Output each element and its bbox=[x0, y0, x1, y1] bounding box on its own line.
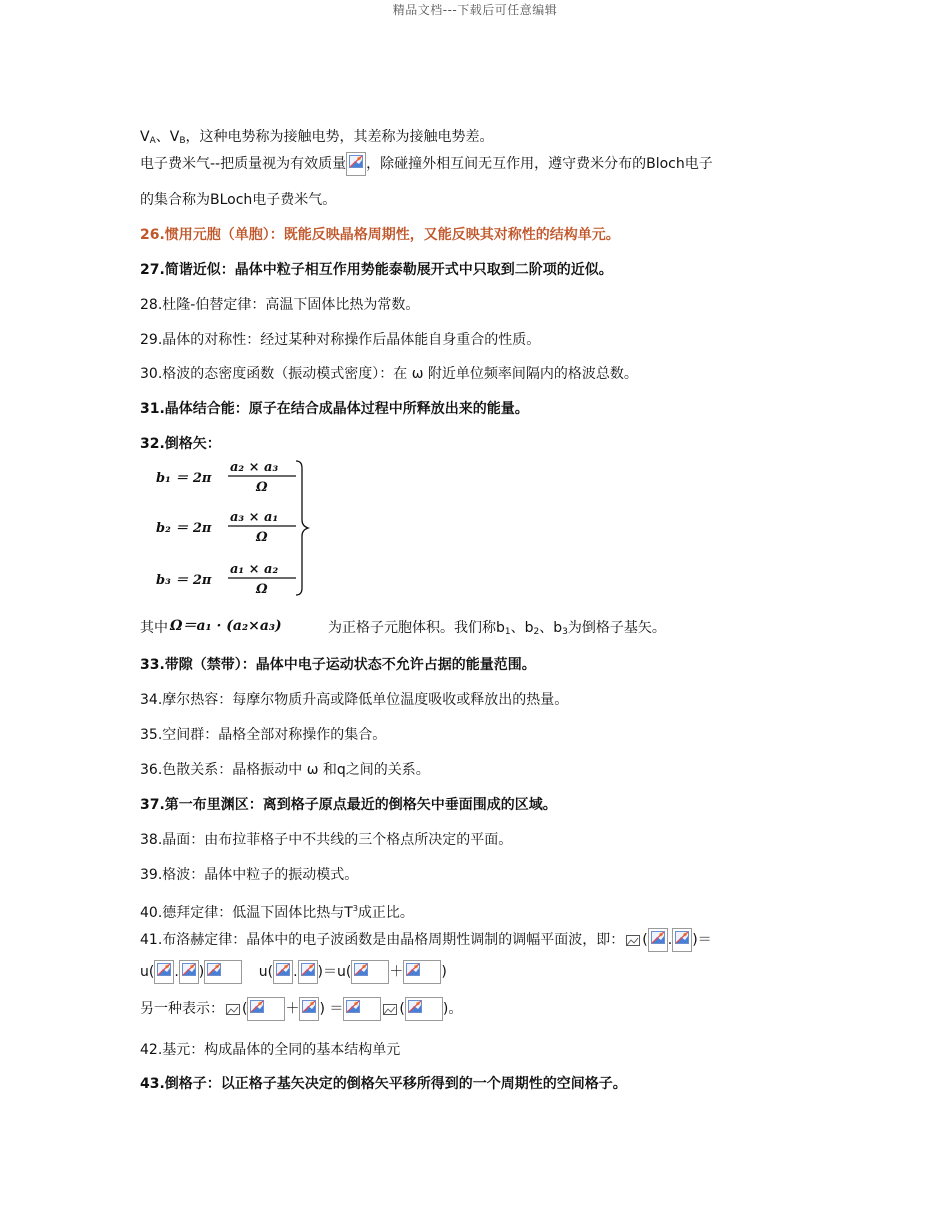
svg-text:Ω: Ω bbox=[256, 530, 268, 545]
reciprocal-vector-formula bbox=[150, 458, 320, 598]
definition-41-alt: 另一种表示： ( ＋ ) ＝ ( )。 bbox=[140, 997, 462, 1021]
svg-text:b₃ ＝ 2π: b₃ ＝ 2π bbox=[156, 573, 212, 588]
definition-29: 29.晶体的对称性：经过某种对称操作后晶体能自身重合的性质。 bbox=[140, 332, 541, 348]
svg-text:Ω: Ω bbox=[256, 582, 268, 597]
broken-image-icon bbox=[405, 997, 443, 1021]
page-header: 精品文档---下载后可任意编辑 bbox=[392, 3, 558, 17]
broken-image-icon bbox=[247, 997, 285, 1021]
svg-text:a₂ × a₃: a₂ × a₃ bbox=[230, 460, 279, 475]
broken-image-icon bbox=[204, 960, 242, 984]
broken-image-icon bbox=[298, 960, 318, 984]
broken-image-icon bbox=[346, 152, 366, 176]
svg-text:a₃ × a₁: a₃ × a₁ bbox=[230, 510, 279, 525]
text-line: 电子费米气--把质量视为有效质量 ，除碰撞外相互间无互作用，遵守费米分布的Bloch电子 bbox=[140, 152, 713, 176]
broken-image-icon bbox=[179, 960, 199, 984]
definition-34: 34.摩尔热容：每摩尔物质升高或降低单位温度吸收或释放出的热量。 bbox=[140, 692, 569, 708]
definition-41: 41.布洛赫定律：晶体中的电子波函数是由晶格周期性调制的调幅平面波，即： ( . )＝ bbox=[140, 928, 712, 952]
svg-text:a₁ × a₂: a₁ × a₂ bbox=[230, 562, 279, 577]
broken-image-icon bbox=[351, 960, 389, 984]
omega-formula bbox=[168, 616, 328, 636]
broken-image-icon bbox=[299, 997, 319, 1021]
definition-37: 37.第一布里渊区：离到格子原点最近的倒格矢中垂面围成的区域。 bbox=[140, 797, 557, 813]
definition-30: 30.格波的态密度函数（振动模式密度）：在 ω 附近单位频率间隔内的格波总数。 bbox=[140, 366, 638, 382]
svg-text:Ω＝a₁ · (a₂×a₃): Ω＝a₁ · (a₂×a₃) bbox=[170, 618, 282, 634]
definition-32-note: 其中 Ω＝a₁ · (a₂×a₃) 为正格子元胞体积。我们称$b_1$、$b_2$、$b_3$为倒格子基矢。 bbox=[140, 618, 666, 637]
small-image-icon bbox=[626, 935, 640, 946]
definition-33: 33.带隙（禁带）：晶体中电子运动状态不允许占据的能量范围。 bbox=[140, 657, 536, 673]
text-line: $V_A$、$V_B$，这种电势称为接触电势，其差称为接触电势差。 bbox=[140, 129, 494, 146]
text-line: 的集合称为BLoch电子费米气。 bbox=[140, 192, 337, 208]
broken-image-icon bbox=[403, 960, 441, 984]
broken-image-icon bbox=[648, 928, 668, 952]
definition-40: 40.德拜定律：低温下固体比热与$T^3$成正比。 bbox=[140, 904, 414, 921]
definition-32: 32.倒格矢： bbox=[140, 436, 221, 452]
definition-26: 26.惯用元胞（单胞）：既能反映晶格周期性，又能反映其对称性的结构单元。 bbox=[140, 227, 620, 243]
small-image-icon bbox=[226, 1004, 240, 1015]
definition-28: 28.杜隆-伯替定律：高温下固体比热为常数。 bbox=[140, 297, 420, 313]
broken-image-icon bbox=[672, 928, 692, 952]
broken-image-icon bbox=[154, 960, 174, 984]
definition-42: 42.基元：构成晶体的全同的基本结构单元 bbox=[140, 1042, 401, 1058]
definition-31: 31.晶体结合能：原子在结合成晶体过程中所释放出来的能量。 bbox=[140, 401, 529, 417]
definition-39: 39.格波：晶体中粒子的振动模式。 bbox=[140, 867, 359, 883]
broken-image-icon bbox=[343, 997, 381, 1021]
definition-41-cont: u( . ) u( . )＝u( ＋ ) bbox=[140, 960, 447, 984]
definition-27: 27.简谐近似：晶体中粒子相互作用势能泰勒展开式中只取到二阶项的近似。 bbox=[140, 262, 613, 278]
small-image-icon bbox=[383, 1004, 397, 1015]
definition-38: 38.晶面：由布拉菲格子中不共线的三个格点所决定的平面。 bbox=[140, 832, 513, 848]
svg-text:Ω: Ω bbox=[256, 480, 268, 495]
definition-36: 36.色散关系：晶格振动中 ω 和q之间的关系。 bbox=[140, 762, 430, 778]
svg-text:b₁ ＝ 2π: b₁ ＝ 2π bbox=[156, 471, 212, 486]
broken-image-icon bbox=[273, 960, 293, 984]
definition-35: 35.空间群：晶格全部对称操作的集合。 bbox=[140, 727, 387, 743]
definition-43: 43.倒格子：以正格子基矢决定的倒格矢平移所得到的一个周期性的空间格子。 bbox=[140, 1076, 627, 1092]
svg-text:b₂ ＝ 2π: b₂ ＝ 2π bbox=[156, 521, 212, 536]
